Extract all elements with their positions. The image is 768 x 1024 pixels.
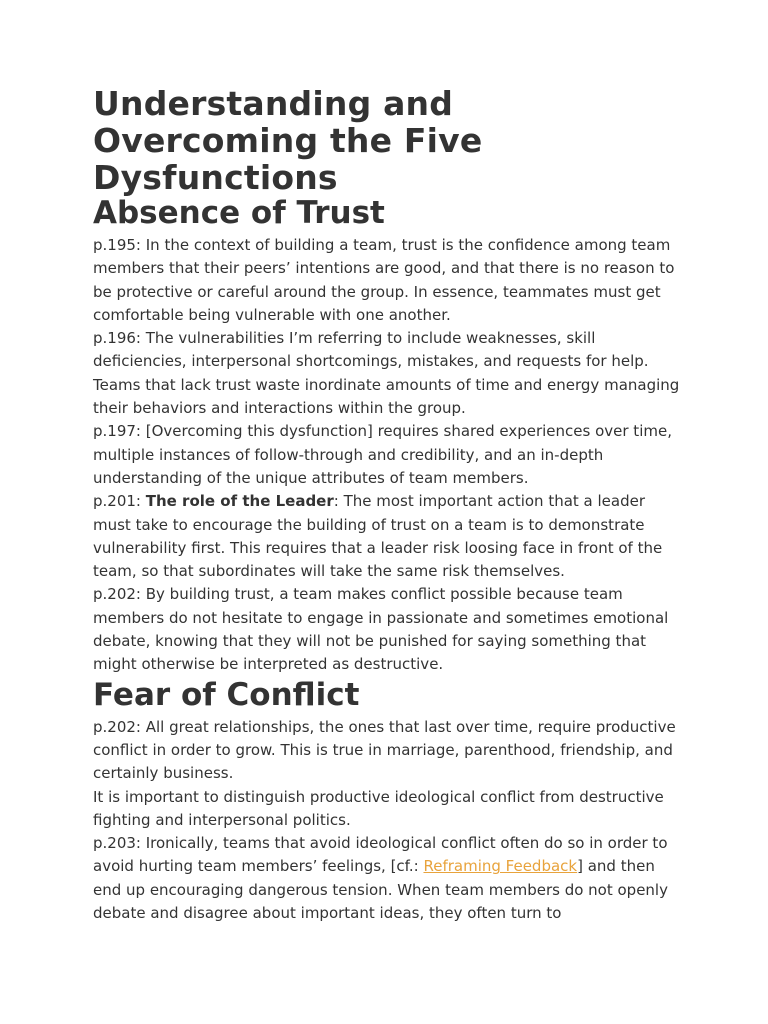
paragraph-p203	[93, 832, 683, 925]
reframing-feedback-link[interactable]: Reframing Feedback	[423, 857, 578, 876]
paragraph-p202-trust: p.202: By building trust, a team makes conflict possible because team members do not hesitate to engage in passionate and sometimes emotional debate, knowing that they will not be punished for saying something that might otherwise be interpreted as destructive.	[93, 585, 669, 674]
paragraph-p201-text: : The most important action that a leader must take to encourage the building of trust on a team is to demonstrate vulnerability first. This requires that a leader risk loosing face in front of the team, so that subordinates will take the same risk themselves.	[93, 492, 663, 581]
section-heading-absence-of-trust: Absence of Trust	[93, 195, 385, 231]
paragraph-p195: p.195: In the context of building a team, trust is the confidence among team members that their peers’ intentions are good, and that there is no reason to be protective or careful around the group. In essence, teammates must get comfortable being vulnerable with one another.	[93, 236, 675, 324]
paragraph-p203-after: ] and then end up encouraging dangerous tension. When team members do not openly debate and disagree about important ideas, they often turn to	[93, 857, 668, 923]
paragraph-p202-conflict: p.202: All great relationships, the ones that last over time, require productive conflict in order to grow. This is true in marriage, parenthood, friendship, and certainly business.	[93, 717, 676, 783]
document-title: Understanding and Overcoming the Five Dysfunctions	[93, 84, 483, 197]
leader-role-label: The role of the Leader	[145, 492, 334, 511]
paragraph-p201	[93, 490, 683, 583]
paragraph-lack-trust: Teams that lack trust waste inordinate amounts of time and energy managing their behaviors and interactions within the group.	[93, 375, 680, 418]
document-page	[93, 85, 683, 925]
section-heading-fear-of-conflict: Fear of Conflict	[93, 676, 360, 713]
paragraph-p196: p.196: The vulnerabilities I’m referring to include weaknesses, skill deficiencies, interpersonal shortcomings, mistakes, and requests for help.	[93, 329, 649, 371]
paragraph-distinguish: It is important to distinguish productive ideological conflict from destructive fighting and interpersonal politics.	[93, 787, 664, 829]
paragraph-p201-prefix: p.201:	[93, 492, 146, 511]
paragraph-p197: p.197: [Overcoming this dysfunction] requires shared experiences over time, multiple instances of follow-through and credibility, and an in-depth understanding of the unique attributes of team members.	[93, 422, 672, 487]
paragraph-p203-before: p.203: Ironically, teams that avoid ideological conflict often do so in order to avoid hurting team members’ feelings, [cf.:	[93, 834, 668, 876]
